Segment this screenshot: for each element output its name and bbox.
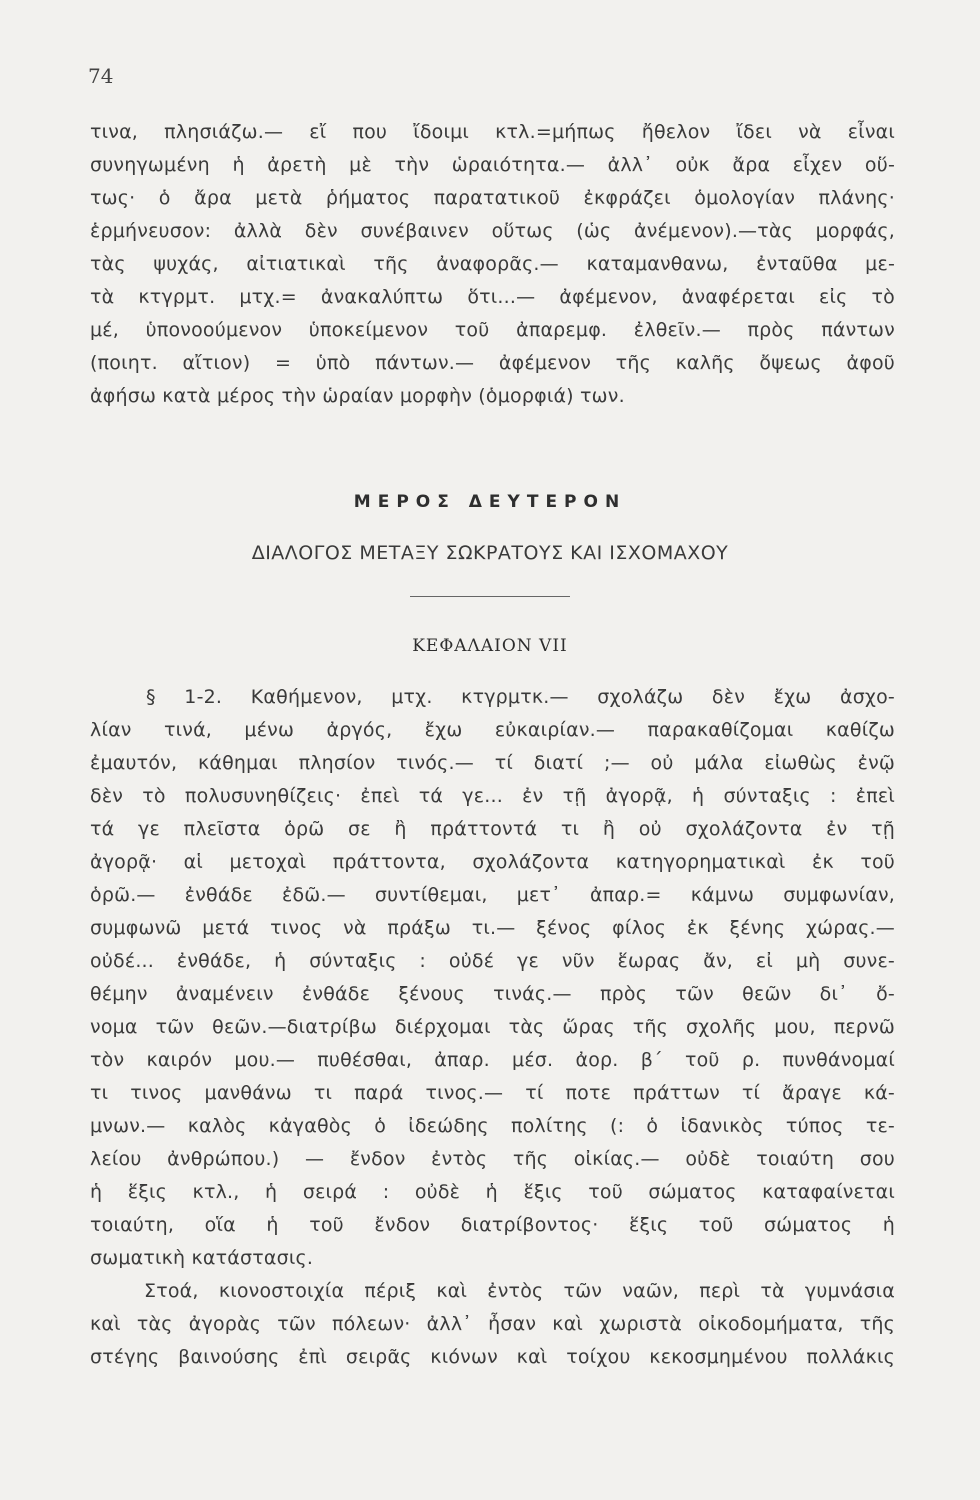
text-line: τινα, πλησιάζω.— εἴ που ἴδοιμι κτλ.=μήπως ἤθελον ἴδει νὰ εἶναι <box>90 121 895 143</box>
text-line: ἐμαυτόν, κάθημαι πλησίον τινός.— τί διατί ;— οὐ μάλα εἰωθὼς ἐνῷ <box>90 752 895 774</box>
text-line: θέμην ἀναμένειν ἐνθάδε ξένους τινάς.— πρὸς τῶν θεῶν δι᾽ ὄ- <box>90 983 895 1005</box>
page-number: 74 <box>88 64 114 88</box>
text-line: μέ, ὑπονοούμενον ὑποκείμενον τοῦ ἀπαρεμφ. ἐλθεῖν.— πρὸς πάντων <box>90 319 895 341</box>
text-line: ἀφήσω κατὰ μέρος τὴν ὡραίαν μορφὴν (ὁμορφιά) των. <box>90 385 625 407</box>
chapter-notes <box>90 681 895 1374</box>
text-line: συμφωνῶ μετά τινος νὰ πράξω τι.— ξένος φίλος ἐκ ξένης χώρας.— <box>90 917 895 939</box>
dialogue-title: ΔΙΑΛΟΓΟΣ ΜΕΤΑΞΥ ΣΩΚΡΑΤΟΥΣ ΚΑΙ ΙΣΧΟΜΑΧΟΥ <box>251 542 729 564</box>
text-line: τά γε πλεῖστα ὁρῶ σε ἢ πράττοντά τι ἢ οὐ σχολάζοντα ἐν τῇ <box>90 818 895 840</box>
divider-rule <box>410 596 570 597</box>
text-line: ἀγορᾷ· αἱ μετοχαὶ πράττοντα, σχολάζοντα κατηγορηματικαὶ ἐκ τοῦ <box>90 851 895 873</box>
text-line: νομα τῶν θεῶν.—διατρίβω διέρχομαι τὰς ὥρας τῆς σχολῆς μου, περνῶ <box>90 1016 895 1038</box>
text-line: λίαν τινά, μένω ἀργός, ἔχω εὐκαιρίαν.— παρακαθίζομαι καθίζω <box>90 719 895 741</box>
text-line: τὰ κτγρμτ. μτχ.= ἀνακαλύπτω ὅτι...— ἀφέμενον, ἀναφέρεται εἰς τὸ <box>90 286 895 308</box>
part-heading: ΜΕΡΟΣ ΔΕΥΤΕΡΟΝ <box>353 492 627 512</box>
text-line: καὶ τὰς ἀγορὰς τῶν πόλεων· ἀλλ᾽ ἦσαν καὶ χωριστὰ οἰκοδομήματα, τῆς <box>90 1313 895 1335</box>
text-line: τὸν καιρόν μου.— πυθέσθαι, ἀπαρ. μέσ. ἀορ. β΄ τοῦ ρ. πυνθάνομαί <box>90 1049 895 1071</box>
text-line: δὲν τὸ πολυσυνηθίζεις· ἐπεὶ τά γε... ἐν τῇ ἀγορᾷ, ἡ σύνταξις : ἐπεὶ <box>90 785 895 807</box>
text-line: τὰς ψυχάς, αἰτιατικαὶ τῆς ἀναφορᾶς.— καταμανθανω, ἐνταῦθα με- <box>90 253 895 275</box>
text-line: οὐδέ... ἐνθάδε, ἡ σύνταξις : οὐδέ γε νῦν ἕωρας ἄν, εἰ μὴ συνε- <box>90 950 895 972</box>
text-line: ἑρμήνευσον: ἀλλὰ δὲν συνέβαινεν οὕτως (ὡς ἀνέμενον).—τὰς μορφάς, <box>90 220 895 242</box>
text-line: τι τινος μανθάνω τι παρά τινος.— τί ποτε πράττων τί ἄραγε κά- <box>90 1082 895 1104</box>
text-line: ὁρῶ.— ἐνθάδε ἐδῶ.— συντίθεμαι, μετ᾽ ἀπαρ.= κάμνω συμφωνίαν, <box>90 884 895 906</box>
text-line: (ποιητ. αἴτιον) = ὑπὸ πάντων.— ἀφέμενον τῆς καλῆς ὄψεως ἀφοῦ <box>90 352 895 374</box>
text-line: μνων.— καλὸς κἀγαθὸς ὁ ἰδεώδης πολίτης (: ὁ ἰδανικὸς τύπος τε- <box>90 1115 895 1137</box>
text-line: τοιαύτη, οἵα ἡ τοῦ ἔνδον διατρίβοντος· ἕξις τοῦ σώματος ἡ <box>90 1214 895 1236</box>
text-line: στέγης βαινούσης ἐπὶ σειρᾶς κιόνων καὶ τοίχου κεκοσμημένου πολλάκις <box>90 1346 895 1368</box>
text-line: συνηγωμένη ἡ ἀρετὴ μὲ τὴν ὡραιότητα.— ἀλλ᾽ οὐκ ἄρα εἶχεν οὕ- <box>90 154 895 176</box>
text-line: ἡ ἕξις κτλ., ἡ σειρά : οὐδὲ ἡ ἕξις τοῦ σώματος καταφαίνεται <box>90 1181 895 1203</box>
chapter-heading: ΚΕΦΑΛΑΙΟΝ VII <box>412 636 568 656</box>
text-line: § 1-2. Καθήμενον, μτχ. κτγρμτκ.— σχολάζω δὲν ἔχω ἀσχο- <box>146 686 895 708</box>
text-line: λείου ἀνθρώπου.) — ἔνδον ἐντὸς τῆς οἰκίας.— οὐδὲ τοιαύτη σου <box>90 1148 895 1170</box>
text-line: σωματικὴ κατάστασις. <box>90 1247 314 1269</box>
intro-notes <box>90 116 895 413</box>
text-line: Στοά, κιονοστοιχία πέριξ καὶ ἐντὸς τῶν ναῶν, περὶ τὰ γυμνάσια <box>144 1280 895 1302</box>
text-line: τως· ὁ ἄρα μετὰ ῥήματος παρατατικοῦ ἐκφράζει ὁμολογίαν πλάνης· <box>90 187 895 209</box>
